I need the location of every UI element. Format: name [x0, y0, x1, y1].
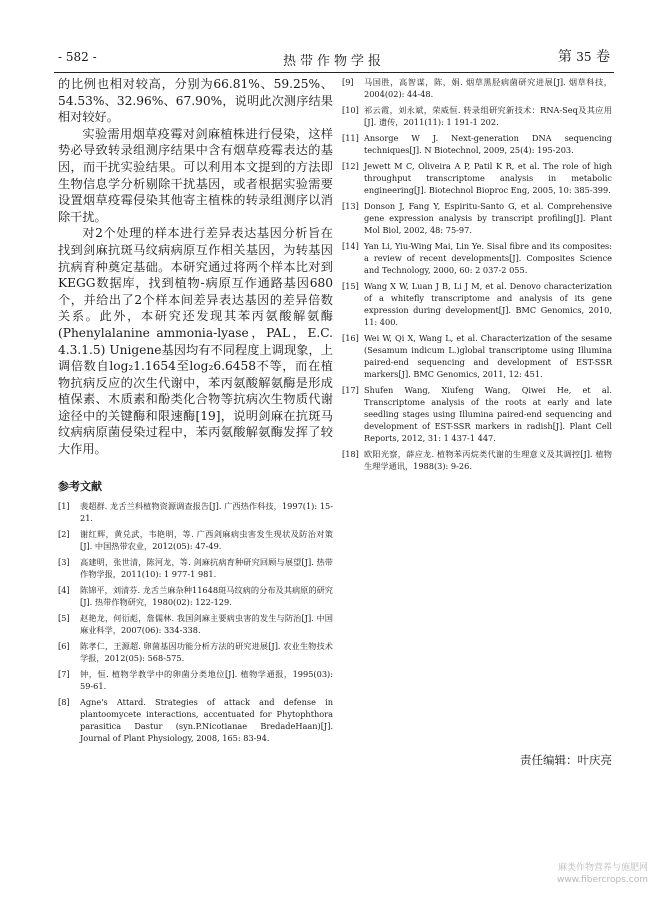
reference-text: 祁云霞，刘永斌，荣威恒. 转录组研究新技术：RNA-Seq及其应用[J]. 遗传，2011(11): 1 191-1 202.	[364, 105, 612, 127]
reference-text: 赵艳龙，何衍彪，詹儒林. 我国剑麻主要病虫害的发生与防治[J]. 中国麻业科学，2007(06): 334-338.	[80, 612, 333, 635]
reference-text: 陈孝仁，王源超. 卵菌基因功能分析方法的研究进展[J]. 农业生物技术学报，2012(05): 568-575.	[80, 640, 333, 663]
reference-item	[58, 640, 333, 664]
left-column	[58, 76, 333, 748]
reference-text: 欧阳光察，薛应龙. 植物苯丙烷类代谢的生理意义及其调控[J]. 植物生理学通讯，1988(3): 9-26.	[364, 449, 612, 471]
reference-number: [6]	[58, 640, 70, 651]
journal-title: 热带作物学报	[282, 54, 385, 69]
reference-number: [18]	[342, 449, 359, 459]
reference-item	[342, 160, 612, 196]
reference-item	[58, 528, 333, 552]
reference-item	[342, 104, 612, 128]
reference-list-left	[58, 500, 333, 744]
reference-text: Ansorge W J. Next-generation DNA sequencing techniques[J]. N Biotechnol, 2009, 25(4): 195-203.	[364, 133, 612, 155]
reference-item	[342, 280, 612, 328]
reference-number: [11]	[342, 133, 359, 143]
body-text	[58, 76, 333, 458]
reference-number: [12]	[342, 161, 359, 171]
reference-item	[58, 556, 333, 580]
responsible-editor: 责任编辑：叶庆亮	[520, 753, 612, 767]
reference-text: 谢红辉，黄兑武，韦艳明，等. 广西剑麻病虫害发生现状及防治对策[J]. 中国热带农业，2012(05): 47-49.	[80, 528, 333, 551]
watermark-line1: 麻类作物营养与施肥网	[557, 863, 648, 873]
reference-number: [4]	[58, 584, 70, 595]
page-number: - 582 -	[58, 50, 97, 64]
volume-suffix: 卷	[596, 49, 610, 65]
paragraph: 对2个处理的样本进行差异表达基因分析旨在找到剑麻抗斑马纹病病原互作相关基因，为转基因抗病育种奠定基础。本研究通过将两个样本比对到KEGG数据库，找到植物-病原互作通路基因680个，并给出了2个样本间差异表达基因的差异倍数关系。此外，本研究还发现其苯丙氨酸解氨酶(Phenylalanine ammonia-lyase，PAL，E.C. 4.3.1.5) Unigene基因均有不同程度上调现象，上调倍数自log₂1.1654至log₂6.6458不等，而在植物抗病反应的次生代谢中，苯丙氨酸解氨酶是形成植保素、木质素和酚类化合物等抗病次生物质代谢途径中的关键酶和限速酶[19]，说明剑麻在抗斑马纹病病原菌侵染过程中，苯丙氨酸解氨酶发挥了较大作用。	[58, 226, 333, 457]
reference-item	[58, 612, 333, 636]
references-heading: 参考文献	[58, 479, 102, 493]
reference-item	[58, 584, 333, 608]
reference-text: Agne's Attard. Strategies of attack and defense in plantoomycete interactions, accentuated for Phytophthora parasitica Dastur (syn.P.Nicotianae BredadeHaan)[J]. Journal of Plant Physiology, 2008, 165: 83-94.	[80, 696, 333, 743]
reference-text: 陈锦平，刘清芬. 龙舌兰麻杂种11648斑马纹病的分布及其病原的研究[J]. 热带作物研究，1980(02): 122-129.	[80, 584, 333, 607]
volume-label	[558, 46, 610, 66]
reference-number: [14]	[342, 241, 359, 251]
reference-number: [10]	[342, 105, 359, 115]
reference-number: [17]	[342, 385, 359, 395]
reference-text: 裴超群. 龙舌兰科植物资源调查报告[J]. 广西热作科技，1997(1): 15-21.	[80, 500, 333, 523]
reference-number: [8]	[58, 696, 70, 707]
reference-text: 钟，恒. 植物学教学中的卵菌分类地位[J]. 植物学通报，1995(03): 59-61.	[80, 668, 333, 691]
reference-item	[342, 384, 612, 444]
right-column	[342, 76, 612, 476]
paragraph: 实验需用烟草疫霉对剑麻植株进行侵染，这样势必导致转录组测序结果中含有烟草疫霉表达的基因，而干扰实验结果。可以利用本文提到的方法即生物信息学分析剔除干扰基因，或者根据实验需要设置烟草疫霉侵染其他寄主植株的转录组测序以消除干扰。	[58, 126, 333, 224]
reference-number: [5]	[58, 612, 70, 623]
watermark-line2: www.fibercrops.com	[557, 875, 648, 885]
reference-number: [1]	[58, 500, 70, 511]
reference-number: [7]	[58, 668, 70, 679]
reference-text: Wei W, Qi X, Wang L, et al. Characterization of the sesame (Sesamum indicum L.)global transcriptome using Illumina paired-end sequencing and development of EST-SSR markers[J]. BMC Genomics, 2011, 12: 451.	[364, 333, 612, 379]
reference-item	[58, 668, 333, 692]
reference-item	[342, 76, 612, 100]
reference-number: [15]	[342, 281, 359, 291]
reference-number: [3]	[58, 556, 70, 567]
reference-item	[58, 500, 333, 524]
paragraph: 的比例也相对较高，分别为66.81%、59.25%、54.53%、32.96%、67.90%，说明此次测序结果相对较好。	[58, 77, 333, 125]
reference-text: 马国胜，高智谋，陈，娟. 烟草黑胫病菌研究进展[J]. 烟草科技，2004(02): 44-48.	[364, 77, 612, 99]
volume-number: 35	[576, 50, 592, 64]
reference-text: Shufen Wang, Xiufeng Wang, Qiwei He, et al. Transcriptome analysis of the roots at early and late seedling stages using Illumina paired-end sequencing and development of EST-SSR markers in radish[J]. Plant Cell Reports, 2012, 31: 1 437-1 447.	[364, 385, 612, 443]
reference-item	[342, 132, 612, 156]
reference-number: [2]	[58, 528, 70, 539]
reference-item	[58, 696, 333, 744]
reference-text: 高建明，张世清，陈河龙，等. 剑麻抗病育种研究回顾与展望[J]. 热带作物学报，2011(10): 1 977-1 981.	[80, 556, 333, 579]
reference-number: [13]	[342, 201, 359, 211]
reference-item	[342, 448, 612, 472]
reference-item	[342, 240, 612, 276]
reference-number: [9]	[342, 77, 354, 87]
reference-text: Wang X W, Luan J B, Li J M, et al. Denovo characterization of a whitefly transcriptome and analysis of its gene expression during development[J]. BMC Genomics, 2010, 11: 400.	[364, 281, 612, 327]
watermark	[557, 862, 648, 886]
volume-prefix: 第	[557, 49, 572, 65]
reference-item	[342, 200, 612, 236]
reference-item	[342, 332, 612, 380]
page-header	[54, 44, 614, 73]
reference-text: Jewett M C, Oliveira A P, Patil K R, et al. The role of high throughput transcriptome analysis in metabolic engineering[J]. Biotechnol Bioproc Eng, 2005, 10: 385-399.	[364, 161, 612, 195]
reference-text: Donson J, Fang Y, Espiritu-Santo G, et al. Comprehensive gene expression analysis by transcript profiling[J]. Plant Mol Biol, 2002, 48: 75-97.	[364, 201, 612, 235]
reference-list-right	[342, 76, 612, 472]
reference-text: Yan Li, Yiu-Wing Mai, Lin Ye. Sisal fibre and its composites: a review of recent developments[J]. Composites Science and Technology, 2000, 60: 2 037-2 055.	[364, 241, 612, 275]
reference-number: [16]	[342, 333, 359, 343]
